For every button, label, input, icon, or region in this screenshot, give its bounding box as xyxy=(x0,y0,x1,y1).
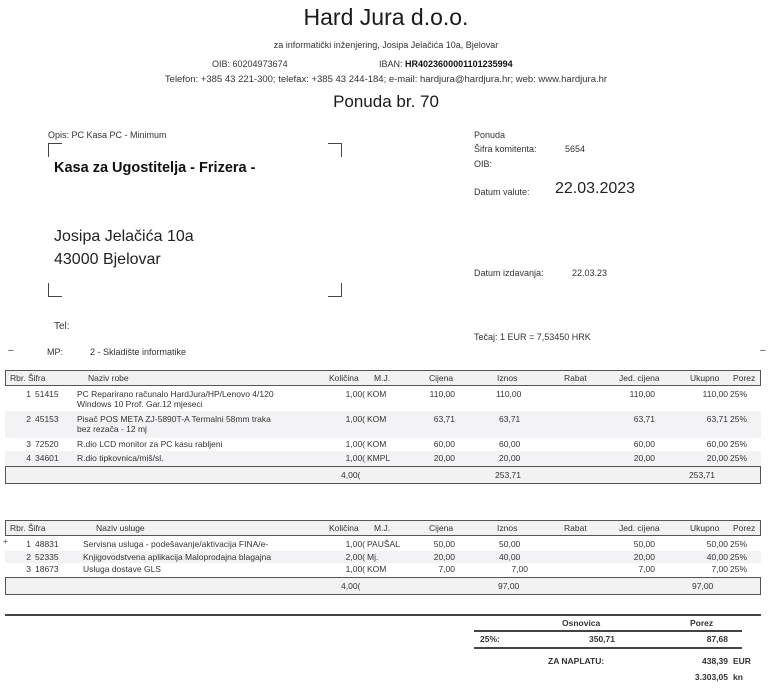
row-kolicina: 1,00( xyxy=(345,564,365,574)
table-row xyxy=(5,536,761,551)
row-rbr: 3 xyxy=(26,564,31,574)
row-mj: KOM xyxy=(367,439,387,449)
row-iznos: 50,00 xyxy=(499,539,521,549)
col-rbr-sifra: Rbr. Šifra xyxy=(10,523,46,533)
summary-rate-label: 25%: xyxy=(480,634,500,644)
company-iban-label: IBAN: xyxy=(379,59,403,69)
row-naziv: PC Reparirano računalo HardJura/HP/Lenovo 4/120 xyxy=(77,389,274,399)
table-row xyxy=(5,386,761,411)
customer-city: 43000 Bjelovar xyxy=(54,251,161,268)
total-eur-currency: EUR xyxy=(733,656,751,666)
total-ukupno: 253,71 xyxy=(689,470,715,480)
row-mj: KOM xyxy=(367,414,387,424)
row-ukupno: 40,00 xyxy=(706,552,728,562)
col-porez: Porez xyxy=(733,373,756,383)
col-jed-cijena: Jed. cijena xyxy=(619,373,660,383)
row-mj: KOM xyxy=(367,564,387,574)
row-iznos: 63,71 xyxy=(499,414,521,424)
row-kolicina: 1,00( xyxy=(345,389,365,399)
row-iznos: 110,00 xyxy=(496,389,522,399)
col-kolicina: Količina xyxy=(329,523,359,533)
row-cijena: 60,00 xyxy=(433,439,455,449)
row-porez: 25% xyxy=(730,389,748,399)
row-jed-cijena: 7,00 xyxy=(638,564,655,574)
row-jed-cijena: 20,00 xyxy=(633,453,655,463)
total-kolicina: 4,00( xyxy=(341,470,361,480)
table-row xyxy=(5,411,761,438)
doc-type: Ponuda xyxy=(474,130,506,140)
row-jed-cijena: 60,00 xyxy=(633,439,655,449)
row-jed-cijena: 20,00 xyxy=(633,552,655,562)
datum-valute-label: Datum valute: xyxy=(474,187,530,197)
col-ukupno: Ukupno xyxy=(690,373,720,383)
row-naziv: Pisač POS META ZJ-5890T-A Termalni 58mm traka xyxy=(77,414,271,424)
row-cijena: 7,00 xyxy=(438,564,455,574)
row-mj: PAUŠAL xyxy=(367,539,400,549)
total-kn-value: 3.303,05 xyxy=(694,672,728,682)
row-jed-cijena: 50,00 xyxy=(633,539,655,549)
row-rbr: 2 xyxy=(26,552,31,562)
row-naziv: Usluga dostave GLS xyxy=(83,564,161,574)
row-mj: KOM xyxy=(367,389,387,399)
row-jed-cijena: 110,00 xyxy=(629,389,655,399)
row-sifra: 18673 xyxy=(35,564,59,574)
goods-table-total xyxy=(5,466,761,484)
mp-value: 2 - Skladište informatike xyxy=(90,347,187,357)
company-oib-label: OIB: xyxy=(212,59,231,69)
mp-label: MP: xyxy=(47,347,64,357)
col-kolicina: Količina xyxy=(329,373,359,383)
address-frame-corner-br xyxy=(328,283,342,297)
table-row xyxy=(5,451,761,466)
row-marker: + xyxy=(3,537,8,546)
row-porez: 25% xyxy=(730,439,748,449)
row-mj: Mj. xyxy=(367,552,379,562)
summary-porez-value: 87,68 xyxy=(706,634,728,644)
col-cijena: Cijena xyxy=(429,523,454,533)
col-mj: M.J. xyxy=(374,523,391,533)
datum-valute-value: 22.03.2023 xyxy=(555,180,636,197)
col-rbr-sifra: Rbr. Šifra xyxy=(10,373,46,383)
row-ukupno: 60,00 xyxy=(706,439,728,449)
exchange-rate: Tečaj: 1 EUR = 7,53450 HRK xyxy=(474,332,591,342)
row-sifra: 48831 xyxy=(35,539,59,549)
address-frame-corner-bl xyxy=(48,283,62,297)
row-mj: KMPL xyxy=(367,453,391,463)
col-rabat: Rabat xyxy=(564,373,587,383)
col-iznos: Iznos xyxy=(497,523,518,533)
services-table-header xyxy=(5,520,761,536)
services-table xyxy=(5,520,761,595)
row-iznos: 40,00 xyxy=(499,552,521,562)
row-kolicina: 1,00( xyxy=(345,439,365,449)
summary-rule-top xyxy=(474,630,742,632)
margin-mark-left: – xyxy=(8,345,14,356)
datum-izdavanja-value: 22.03.23 xyxy=(572,268,608,278)
row-naziv: R.dio tipkovnica/miš/sl. xyxy=(77,453,164,463)
row-naziv: Servisna usluga - podešavanje/aktivacija FINA/e- xyxy=(83,539,269,549)
company-iban xyxy=(379,59,513,69)
table-row xyxy=(5,563,761,577)
opis-label: Opis: xyxy=(48,130,70,140)
row-rbr: 2 xyxy=(26,414,31,424)
summary-rule-bottom xyxy=(474,647,742,649)
company-iban-value: HR4023600001101235994 xyxy=(405,59,513,69)
summary-porez-header: Porez xyxy=(690,618,714,628)
row-naziv-line2: Windows 10 Prof. Gar.12 mjeseci xyxy=(77,399,203,409)
row-ukupno: 7,00 xyxy=(711,564,728,574)
row-rbr: 1 xyxy=(26,539,31,549)
document-title: Ponuda br. 70 xyxy=(333,92,439,111)
company-name: Hard Jura d.o.o. xyxy=(303,4,469,30)
customer-oib-label: OIB: xyxy=(474,159,493,169)
table-row xyxy=(5,438,761,451)
row-cijena: 50,00 xyxy=(433,539,455,549)
row-sifra: 52335 xyxy=(35,552,59,562)
customer-tel-label: Tel: xyxy=(54,321,70,332)
opis-value: PC Kasa PC - Minimum xyxy=(71,130,167,140)
row-porez: 25% xyxy=(730,552,748,562)
table-row xyxy=(5,551,761,563)
customer-name: Kasa za Ugostitelja - Frizera - xyxy=(54,160,256,176)
row-naziv: R.dio LCD monitor za PC kasu rabljeni xyxy=(77,439,223,449)
row-rbr: 3 xyxy=(26,439,31,449)
col-cijena: Cijena xyxy=(429,373,454,383)
total-kn-currency: kn xyxy=(733,672,743,682)
row-kolicina: 1,00( xyxy=(345,414,365,424)
company-oib-value: 60204973674 xyxy=(232,59,288,69)
col-rabat: Rabat xyxy=(564,523,587,533)
col-ukupno: Ukupno xyxy=(690,523,720,533)
summary-osnovica-value: 350,71 xyxy=(589,634,615,644)
za-naplatu-label: ZA NAPLATU: xyxy=(548,656,605,666)
row-porez: 25% xyxy=(730,539,748,549)
row-iznos: 60,00 xyxy=(499,439,521,449)
row-sifra: 34601 xyxy=(35,453,59,463)
goods-table xyxy=(5,370,761,484)
row-ukupno: 20,00 xyxy=(706,453,728,463)
company-contact: Telefon: +385 43 221-300; telefax: +385 43 244-184; e-mail: hardjura@hardjura.hr; web: www.hardjura.hr xyxy=(164,74,608,85)
row-sifra: 72520 xyxy=(35,439,59,449)
row-rbr: 1 xyxy=(26,389,31,399)
address-frame-corner-tr xyxy=(328,143,342,157)
col-naziv: Naziv usluge xyxy=(96,523,145,533)
row-porez: 25% xyxy=(730,564,748,574)
row-cijena: 63,71 xyxy=(433,414,455,424)
sifra-komitenta-value: 5654 xyxy=(565,144,586,154)
col-naziv: Naziv robe xyxy=(88,373,129,383)
total-ukupno: 97,00 xyxy=(692,581,714,591)
row-sifra: 51415 xyxy=(35,389,59,399)
col-mj: M.J. xyxy=(374,373,391,383)
separator-line xyxy=(5,614,761,616)
row-jed-cijena: 63,71 xyxy=(633,414,655,424)
col-iznos: Iznos xyxy=(497,373,518,383)
margin-mark-right: – xyxy=(760,345,766,356)
row-porez: 25% xyxy=(730,453,748,463)
row-cijena: 20,00 xyxy=(433,552,455,562)
datum-izdavanja-label: Datum izdavanja: xyxy=(474,268,544,278)
row-iznos: 20,00 xyxy=(499,453,521,463)
row-sifra: 45153 xyxy=(35,414,59,424)
address-frame-corner-tl xyxy=(48,143,62,157)
total-iznos: 253,71 xyxy=(495,470,521,480)
col-porez: Porez xyxy=(733,523,756,533)
row-ukupno: 50,00 xyxy=(706,539,728,549)
col-jed-cijena: Jed. cijena xyxy=(619,523,660,533)
row-kolicina: 2,00( xyxy=(345,552,365,562)
row-ukupno: 110,00 xyxy=(702,389,728,399)
row-iznos: 7,00 xyxy=(511,564,528,574)
row-rbr: 4 xyxy=(26,453,31,463)
row-naziv: Knjigovodstvena aplikacija Maloprodajna blagajna xyxy=(83,552,272,562)
row-kolicina: 1,00( xyxy=(345,539,365,549)
row-cijena: 20,00 xyxy=(433,453,455,463)
row-kolicina: 1,00( xyxy=(345,453,365,463)
customer-street: Josipa Jelačića 10a xyxy=(54,228,194,245)
row-ukupno: 63,71 xyxy=(706,414,728,424)
services-table-total xyxy=(5,577,761,595)
company-oib xyxy=(212,59,288,69)
opis xyxy=(48,130,167,140)
total-iznos: 97,00 xyxy=(498,581,520,591)
total-kolicina: 4,00( xyxy=(341,581,361,591)
summary-osnovica-header: Osnovica xyxy=(562,618,601,628)
total-eur-value: 438,39 xyxy=(702,656,728,666)
company-subtitle: za informatički inženjering, Josipa Jelačića 10a, Bjelovar xyxy=(273,40,499,50)
sifra-komitenta-label: Šifra komitenta: xyxy=(474,144,537,154)
row-porez: 25% xyxy=(730,414,748,424)
goods-table-header xyxy=(5,370,761,386)
row-cijena: 110,00 xyxy=(429,389,455,399)
row-naziv-line2: bez rezača - 12 mj xyxy=(77,424,147,434)
